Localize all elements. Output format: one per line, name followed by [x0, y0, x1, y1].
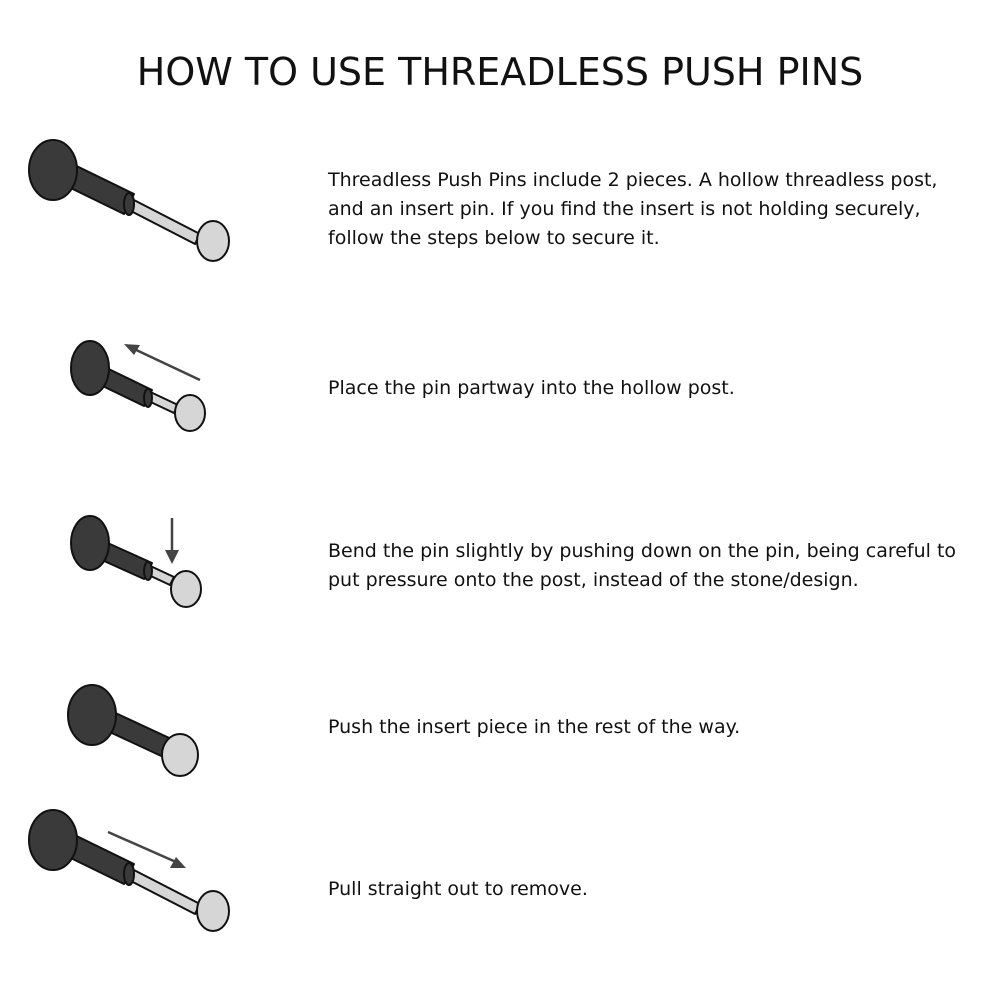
step-1-text: Threadless Push Pins include 2 pieces. A hollow threadless post, and an insert pin. If you find the insert is not holding securely, follow the steps below to secure it. — [328, 169, 938, 249]
insert-arrow-icon — [120, 338, 204, 386]
step-3-text: Bend the pin slightly by pushing down on the pin, being careful to put pressure onto the post, instead of the stone/design. — [328, 540, 957, 591]
push-pin-bend-icon — [60, 505, 220, 615]
step-4-text: Push the insert piece in the rest of the way. — [328, 716, 741, 738]
push-down-arrow-icon — [162, 516, 182, 566]
step-5-text: Pull straight out to remove. — [328, 878, 588, 900]
push-pin-separated-icon — [20, 130, 240, 270]
page-title: HOW TO USE THREADLESS PUSH PINS — [136, 50, 864, 94]
step-2-text: Place the pin partway into the hollow post. — [328, 377, 735, 399]
push-pin-assembled-icon — [60, 675, 220, 785]
pull-out-arrow-icon — [104, 828, 190, 874]
